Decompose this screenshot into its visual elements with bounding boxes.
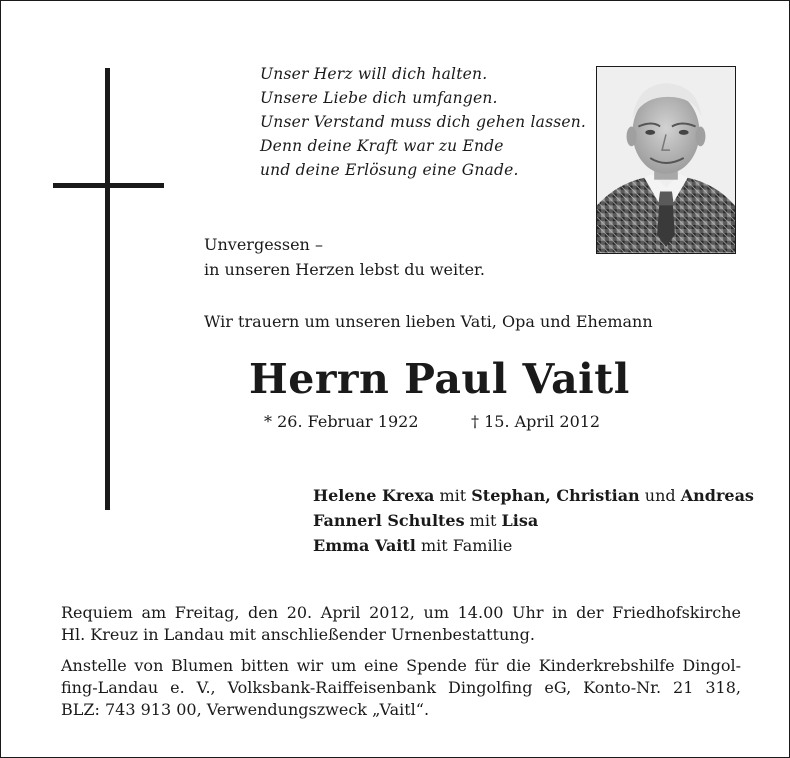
requiem-line: Requiem am Freitag, den 20. April 2012, um 14.00 Uhr in der Friedhofskirche xyxy=(61,603,741,622)
requiem-info xyxy=(61,602,741,646)
family-connector: und xyxy=(639,486,681,505)
family-line xyxy=(313,533,754,558)
cross-icon-horizontal-bar xyxy=(53,183,164,188)
unvergessen-line: Unvergessen – xyxy=(204,235,323,254)
family-connector: mit Familie xyxy=(415,536,513,555)
family-name: Lisa xyxy=(501,511,539,530)
donation-request xyxy=(61,655,741,721)
family-line xyxy=(313,483,754,508)
portrait-photo xyxy=(596,66,736,254)
unvergessen-line: in unseren Herzen lebst du weiter. xyxy=(204,260,486,279)
birth-date: * 26. Februar 1922 xyxy=(264,412,419,431)
poem-line: Denn deine Kraft war zu Ende xyxy=(260,137,504,155)
donation-line: fing-Landau e. V., Volksbank-Raiffeisenbank Dingolfing eG, Konto-Nr. 21 318, xyxy=(61,678,741,697)
donation-line: BLZ: 743 913 00, Verwendungszweck „Vaitl“. xyxy=(61,700,430,719)
family-name: Emma Vaitl xyxy=(313,536,416,555)
family-name: Andreas xyxy=(680,486,754,505)
poem-line: Unser Herz will dich halten. xyxy=(260,65,488,83)
family-line xyxy=(313,508,754,533)
cross-icon-vertical-bar xyxy=(105,68,110,510)
deceased-name: Herrn Paul Vaitl xyxy=(249,355,630,403)
requiem-line: Hl. Kreuz in Landau mit anschließender Urnenbestattung. xyxy=(61,625,535,644)
poem-line: Unser Verstand muss dich gehen lassen. xyxy=(260,113,587,131)
donation-line: Anstelle von Blumen bitten wir um eine Spende für die Kinderkrebshilfe Dingol- xyxy=(61,656,741,675)
portrait-icon xyxy=(597,67,735,253)
poem-line: und deine Erlösung eine Gnade. xyxy=(260,161,519,179)
family-name: Helene Krexa xyxy=(313,486,435,505)
family-name: Stephan, Christian xyxy=(471,486,640,505)
mourning-statement: Wir trauern um unseren lieben Vati, Opa und Ehemann xyxy=(204,312,653,331)
death-date: † 15. April 2012 xyxy=(471,412,601,431)
family-connector: mit xyxy=(434,486,472,505)
unvergessen-text xyxy=(204,232,485,282)
family-signatures xyxy=(313,483,754,558)
poem-line: Unsere Liebe dich umfangen. xyxy=(260,89,498,107)
family-connector: mit xyxy=(464,511,502,530)
poem xyxy=(260,62,586,182)
family-name: Fannerl Schultes xyxy=(313,511,465,530)
